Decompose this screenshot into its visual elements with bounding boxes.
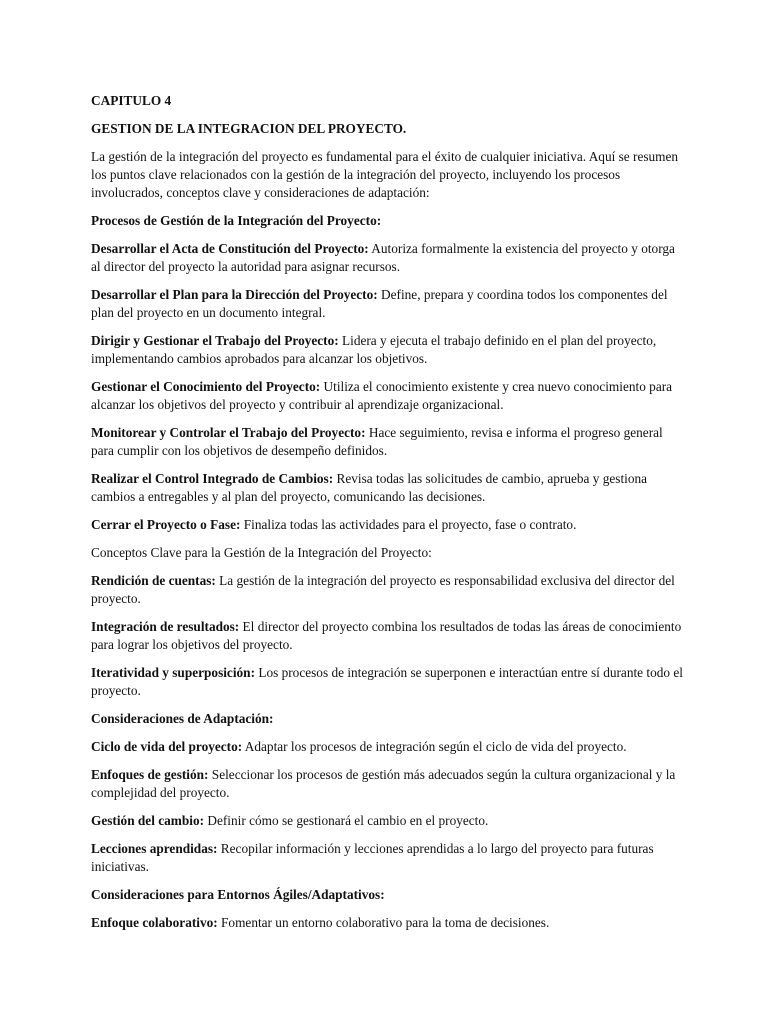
concept-term: Rendición de cuentas: xyxy=(91,573,216,588)
process-item xyxy=(91,240,683,276)
process-description: Revisa todas las solicitudes de cambio, aprueba y gestiona cambios a entregables y al plan del proyecto, comunicando las decisiones. xyxy=(91,471,648,504)
process-term: Desarrollar el Acta de Constitución del Proyecto: xyxy=(91,241,369,256)
process-item xyxy=(91,516,683,534)
process-description: Utiliza el conocimiento existente y crea nuevo conocimiento para alcanzar los objetivos del proyecto y contribuir al aprendizaje organizacional. xyxy=(91,379,673,412)
concepts-heading: Conceptos Clave para la Gestión de la Integración del Proyecto: xyxy=(91,545,432,560)
concept-description: Los procesos de integración se superponen e interactúan entre sí durante todo el proyecto. xyxy=(91,665,683,698)
adaptation-description: Seleccionar los procesos de gestión más adecuados según la cultura organizacional y la complejidad del proyecto. xyxy=(91,767,676,800)
adaptation-item xyxy=(91,738,683,756)
chapter-heading: CAPITULO 4 xyxy=(91,93,172,108)
process-description: Lidera y ejecuta el trabajo definido en el plan del proyecto, implementando cambios aprobados para alcanzar los objetivos. xyxy=(91,333,657,366)
process-description: Finaliza todas las actividades para el proyecto, fase o contrato. xyxy=(240,517,577,532)
process-term: Monitorear y Controlar el Trabajo del Proyecto: xyxy=(91,425,366,440)
concept-description: La gestión de la integración del proyecto es responsabilidad exclusiva del director del proyecto. xyxy=(91,573,675,606)
process-description: Define, prepara y coordina todos los componentes del plan del proyecto en un documento integral. xyxy=(91,287,668,320)
adaptation-heading: Consideraciones de Adaptación: xyxy=(91,711,274,726)
concept-item xyxy=(91,572,683,608)
adaptation-item xyxy=(91,840,683,876)
adaptation-term: Lecciones aprendidas: xyxy=(91,841,218,856)
adaptation-term: Gestión del cambio: xyxy=(91,813,205,828)
document-page xyxy=(91,92,683,942)
process-term: Dirigir y Gestionar el Trabajo del Proyecto: xyxy=(91,333,339,348)
process-item xyxy=(91,332,683,368)
concept-description: El director del proyecto combina los resultados de todas las áreas de conocimiento para lograr los objetivos del proyecto. xyxy=(91,619,682,652)
document-title: GESTION DE LA INTEGRACION DEL PROYECTO. xyxy=(91,121,407,136)
process-term: Gestionar el Conocimiento del Proyecto: xyxy=(91,379,321,394)
process-term: Desarrollar el Plan para la Dirección del Proyecto: xyxy=(91,287,378,302)
concept-item xyxy=(91,664,683,700)
process-item xyxy=(91,378,683,414)
adaptation-description: Adaptar los procesos de integración según el ciclo de vida del proyecto. xyxy=(242,739,627,754)
adaptation-description: Recopilar información y lecciones aprendidas a lo largo del proyecto para futuras iniciativas. xyxy=(91,841,654,874)
process-description: Autoriza formalmente la existencia del proyecto y otorga al director del proyecto la autoridad para asignar recursos. xyxy=(91,241,675,274)
process-item xyxy=(91,470,683,506)
adaptation-item xyxy=(91,812,683,830)
concept-term: Integración de resultados: xyxy=(91,619,240,634)
process-item xyxy=(91,424,683,460)
adaptation-term: Enfoques de gestión: xyxy=(91,767,209,782)
process-term: Cerrar el Proyecto o Fase: xyxy=(91,517,241,532)
processes-heading: Procesos de Gestión de la Integración del Proyecto: xyxy=(91,213,382,228)
agile-heading: Consideraciones para Entornos Ágiles/Adaptativos: xyxy=(91,887,385,902)
adaptation-item xyxy=(91,766,683,802)
intro-paragraph: La gestión de la integración del proyecto es fundamental para el éxito de cualquier iniciativa. Aquí se resumen los puntos clave relacionados con la gestión de la integración del proyecto, incluyendo los procesos involucrados, conceptos clave y consideraciones de adaptación: xyxy=(91,149,679,200)
process-item xyxy=(91,286,683,322)
process-description: Hace seguimiento, revisa e informa el progreso general para cumplir con los objetivos de desempeño definidos. xyxy=(91,425,663,458)
adaptation-description: Definir cómo se gestionará el cambio en el proyecto. xyxy=(204,813,489,828)
agile-item xyxy=(91,914,683,932)
concept-item xyxy=(91,618,683,654)
adaptation-term: Ciclo de vida del proyecto: xyxy=(91,739,243,754)
concept-term: Iteratividad y superposición: xyxy=(91,665,256,680)
agile-term: Enfoque colaborativo: xyxy=(91,915,218,930)
process-term: Realizar el Control Integrado de Cambios: xyxy=(91,471,334,486)
agile-description: Fomentar un entorno colaborativo para la toma de decisiones. xyxy=(217,915,550,930)
